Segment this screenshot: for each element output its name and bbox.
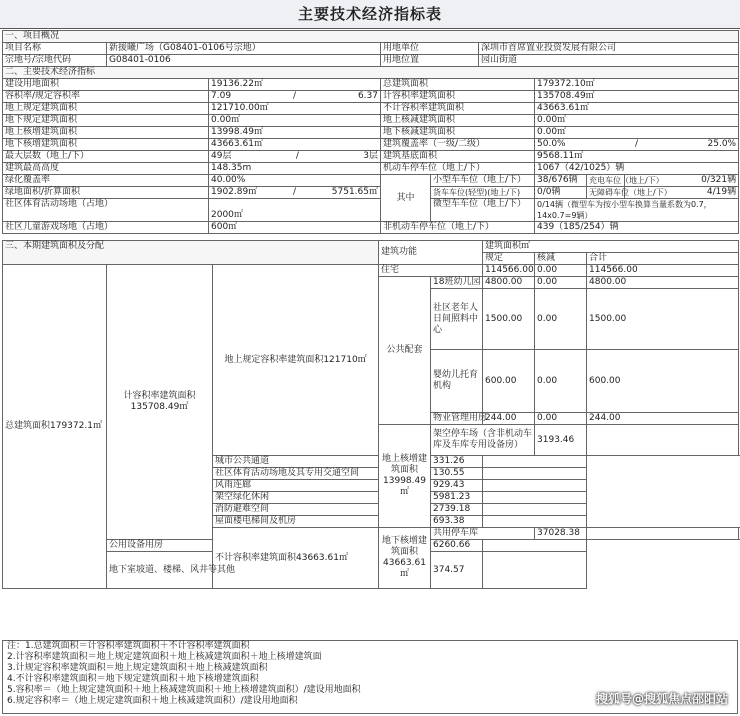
cell-value: 0.00 bbox=[535, 289, 587, 350]
cell-label: 地下室坡道、楼梯、风井等其他 bbox=[107, 552, 379, 589]
cell-value: 179372.10㎡ bbox=[535, 79, 739, 91]
cell-value: 148.35m bbox=[209, 163, 381, 175]
cell-label: 城市公共通道 bbox=[213, 456, 431, 468]
above-added-label: 地上核增建筑面积13998.49㎡ bbox=[379, 425, 431, 528]
cell-value: 0.00 bbox=[535, 413, 587, 425]
cell-label: 不计容积率建筑面积 bbox=[381, 103, 535, 115]
cell-value: 5981.23 bbox=[431, 492, 483, 504]
indicator-table bbox=[2, 30, 739, 234]
cell-value: 园山街道 bbox=[479, 55, 739, 67]
cell-label: 容积率/规定容积率 bbox=[3, 91, 209, 103]
cell-label: 充电车位（地上/下） bbox=[587, 175, 625, 187]
cell-label: 无障碍车位（地上/下） bbox=[587, 187, 625, 199]
cell-value: 693.38 bbox=[431, 516, 483, 528]
table-row bbox=[3, 199, 739, 222]
cell-value: 2000㎡ bbox=[209, 199, 381, 222]
note-line: 5.容积率＝（地上规定建筑面积＋地上核减建筑面积＋地上核增建筑面积）/建设用地面积 bbox=[7, 685, 361, 695]
table-row bbox=[3, 187, 739, 199]
section-overview: 一、项目概况 bbox=[3, 31, 739, 43]
above-regulated-label: 地上规定容积率建筑面积121710㎡ bbox=[213, 265, 379, 456]
cell-value: 43663.61㎡ bbox=[209, 139, 381, 151]
value-a: 1902.89㎡ bbox=[211, 187, 258, 197]
cell-label: 建筑覆盖率（一级/二级） bbox=[381, 139, 535, 151]
cell-label: 地上规定建筑面积 bbox=[3, 103, 209, 115]
cell-label: 计容积率建筑面积 bbox=[381, 91, 535, 103]
cell-value bbox=[535, 139, 739, 151]
note-line: 4.不计容积率建筑面积＝地下规定建筑面积＋地下核增建筑面积 bbox=[7, 674, 259, 684]
table-row bbox=[3, 55, 739, 67]
separator: / bbox=[635, 139, 639, 149]
value-a: 50.0% bbox=[537, 139, 566, 149]
cell-value: 0.00 bbox=[535, 277, 587, 289]
cell-value: 135708.49㎡ bbox=[535, 91, 739, 103]
cell-value: 929.43 bbox=[431, 480, 483, 492]
cell-label: 建设用地面积 bbox=[3, 79, 209, 91]
cell-value: 0.00㎡ bbox=[535, 127, 739, 139]
cell-value: 244.00 bbox=[587, 413, 739, 425]
value-b: 3层 bbox=[363, 151, 378, 161]
cell-value: 4/19辆 bbox=[625, 187, 739, 199]
cell-label: 婴幼儿托育机构 bbox=[431, 350, 483, 413]
cell-value: 6260.66 bbox=[431, 540, 483, 552]
table-row bbox=[3, 79, 739, 91]
cell-value: 0.00㎡ bbox=[209, 115, 381, 127]
cell-label: 地下核减建筑面积 bbox=[381, 127, 535, 139]
cell-label: 公用设备用房 bbox=[107, 540, 379, 552]
cell-label: 微型车车位（地上/下） bbox=[431, 199, 535, 222]
table-row bbox=[3, 151, 739, 163]
cell-label: 绿化覆盖率 bbox=[3, 175, 209, 187]
note-line: 2.计容积率建筑面积＝地上规定建筑面积＋地上核减建筑面积＋地上核增建筑面 bbox=[7, 652, 322, 662]
cell-value: 4800.00 bbox=[483, 277, 535, 289]
page-title: 主要技术经济指标表 bbox=[0, 0, 740, 29]
cell-label: 风雨连廊 bbox=[213, 480, 431, 492]
cell-label: 共用停车库 bbox=[431, 528, 535, 540]
cell-label: 非机动车停车位（地上/下） bbox=[381, 222, 535, 234]
cell-label: 项目名称 bbox=[3, 43, 107, 55]
watermark: 搜狐号@搜狐焦点邵阳站 bbox=[595, 692, 728, 706]
cell-label: 地上核增建筑面积 bbox=[3, 127, 209, 139]
nonfar-area-label: 不计容积率建筑面积43663.61㎡ bbox=[213, 528, 379, 589]
cell-value: 600.00 bbox=[483, 350, 535, 413]
cell-value: 1500.00 bbox=[483, 289, 535, 350]
table-row bbox=[3, 91, 739, 103]
area-header: 建筑面积㎡ bbox=[483, 241, 739, 253]
value-b: 5751.65㎡ bbox=[331, 187, 378, 197]
cell-label: 消防避难空间 bbox=[213, 504, 431, 516]
cell-value: 2739.18 bbox=[431, 504, 483, 516]
cell-value: 1500.00 bbox=[587, 289, 739, 350]
table-row bbox=[3, 552, 739, 589]
cell-value: 114566.00 bbox=[483, 265, 535, 277]
cell-value: G08401-0106 bbox=[107, 55, 381, 67]
separator: / bbox=[292, 187, 297, 197]
col-regulated: 规定 bbox=[483, 253, 535, 265]
cell-value: 13998.49㎡ bbox=[209, 127, 381, 139]
below-added-label: 地下核增建筑面积43663.61㎡ bbox=[379, 528, 431, 589]
table-row bbox=[3, 127, 739, 139]
cell-label: 机动车停车位（地上/下） bbox=[381, 163, 535, 175]
cell-label: 货车车位(轻型)(地上/下) bbox=[431, 187, 535, 199]
value-a: 49层 bbox=[211, 151, 232, 161]
cell-value: 114566.00 bbox=[587, 265, 739, 277]
cell-value: 深圳市首席置业投资发展有限公司 bbox=[479, 43, 739, 55]
function-header: 建筑功能 bbox=[379, 241, 483, 265]
cell-value: 0.00 bbox=[535, 350, 587, 413]
table-row bbox=[3, 265, 739, 277]
cell-value: 374.57 bbox=[431, 552, 483, 589]
distribution-table bbox=[2, 240, 739, 589]
table-row bbox=[3, 540, 739, 552]
table-row bbox=[3, 103, 739, 115]
value-b: 25.0% bbox=[707, 139, 737, 149]
cell-label: 宗地号/宗地代码 bbox=[3, 55, 107, 67]
cell-label: 地下规定建筑面积 bbox=[3, 115, 209, 127]
cell-value: 9568.11㎡ bbox=[535, 151, 739, 163]
cell-value: 600.00 bbox=[587, 350, 739, 413]
cell-label: 架空绿化休闲 bbox=[213, 492, 431, 504]
cell-label: 架空停车场（含非机动车库及车库专用设备房） bbox=[431, 425, 535, 456]
col-reduced: 核减 bbox=[535, 253, 587, 265]
cell-value: 1067（42/1025）辆 bbox=[535, 163, 739, 175]
value-b: 6.37 bbox=[357, 91, 378, 101]
cell-value: 40.00% bbox=[209, 175, 381, 187]
cell-value: 0/14辆（微型车为按小型车换算当量系数为0.7，14x0.7=9辆） bbox=[535, 199, 739, 222]
cell-label: 社区儿童游戏场地（占地） bbox=[3, 222, 209, 234]
table-row bbox=[3, 163, 739, 175]
cell-label: 住宅 bbox=[379, 265, 483, 277]
cell-value bbox=[209, 151, 381, 163]
table-row bbox=[3, 175, 739, 187]
note-line: 6.规定容积率＝（地上规定建筑面积＋地上核减建筑面积）/建设用地面积 bbox=[7, 696, 298, 706]
cell-value: 600㎡ bbox=[209, 222, 381, 234]
cell-label: 屋面楼电梯间及机房 bbox=[213, 516, 431, 528]
cell-label: 用地位置 bbox=[381, 55, 479, 67]
cell-label: 社区体育活动场地（占地） bbox=[3, 199, 209, 222]
col-total: 合计 bbox=[587, 253, 739, 265]
table-row bbox=[3, 222, 739, 234]
far-area-label: 计容积率建筑面积135708.49㎡ bbox=[107, 265, 213, 540]
cell-value: 新援曦广场（G08401-0106号宗地） bbox=[107, 43, 381, 55]
cell-label: 地上核减建筑面积 bbox=[381, 115, 535, 127]
cell-label: 地下核增建筑面积 bbox=[3, 139, 209, 151]
separator: / bbox=[295, 151, 299, 161]
cell-value: 0.00㎡ bbox=[535, 115, 739, 127]
cell-value: 0/0辆 bbox=[535, 187, 587, 199]
table-row bbox=[3, 139, 739, 151]
note-line: 3.计规定容积率建筑面积＝地上规定建筑面积＋地上核减建筑面积 bbox=[7, 663, 268, 673]
cell-value: 439（185/254）辆 bbox=[535, 222, 739, 234]
cell-label: 绿地面积/折算面积 bbox=[3, 187, 209, 199]
cell-label: 建筑最高高度 bbox=[3, 163, 209, 175]
cell-label: 18班幼儿园 bbox=[431, 277, 483, 289]
cell-value: 38/676辆 bbox=[535, 175, 587, 187]
separator: / bbox=[292, 91, 297, 101]
cell-value: 244.00 bbox=[483, 413, 535, 425]
table-row bbox=[3, 43, 739, 55]
cell-label: 用地单位 bbox=[381, 43, 479, 55]
cell-label: 物业管理用房 bbox=[431, 413, 483, 425]
cell-value: 37028.38 bbox=[535, 528, 587, 540]
cell-value: 43663.61㎡ bbox=[535, 103, 739, 115]
table-row bbox=[3, 115, 739, 127]
parking-of-which: 其中 bbox=[381, 175, 431, 222]
section-area-distribution: 三、本期建筑面积及分配 bbox=[3, 241, 379, 265]
cell-label: 社区老年人日间照料中心 bbox=[431, 289, 483, 350]
cell-value bbox=[209, 91, 381, 103]
note-line: 注：1.总建筑面积＝计容积率建筑面积＋不计容积率建筑面积 bbox=[7, 641, 250, 651]
public-facilities-label: 公共配套 bbox=[379, 277, 431, 425]
cell-label: 小型车车位（地上/下） bbox=[431, 175, 535, 187]
cell-value: 0.00 bbox=[535, 265, 587, 277]
total-area-label: 总建筑面积179372.1㎡ bbox=[3, 265, 107, 589]
cell-value: 130.55 bbox=[431, 468, 483, 480]
cell-value: 4800.00 bbox=[587, 277, 739, 289]
cell-label: 总建筑面积 bbox=[381, 79, 535, 91]
cell-label: 社区体育活动场地及其专用交通空间 bbox=[213, 468, 431, 480]
cell-value: 19136.22㎡ bbox=[209, 79, 381, 91]
cell-value: 121710.00㎡ bbox=[209, 103, 381, 115]
cell-value: 0/321辆 bbox=[625, 175, 739, 187]
section-key-indicators: 二、主要技术经济指标 bbox=[3, 67, 739, 79]
cell-value bbox=[209, 187, 381, 199]
cell-value: 3193.46 bbox=[535, 425, 587, 456]
cell-label: 最大层数（地上/下） bbox=[3, 151, 209, 163]
cell-value: 331.26 bbox=[431, 456, 483, 468]
value-a: 7.09 bbox=[211, 91, 232, 101]
cell-label: 建筑基底面积 bbox=[381, 151, 535, 163]
